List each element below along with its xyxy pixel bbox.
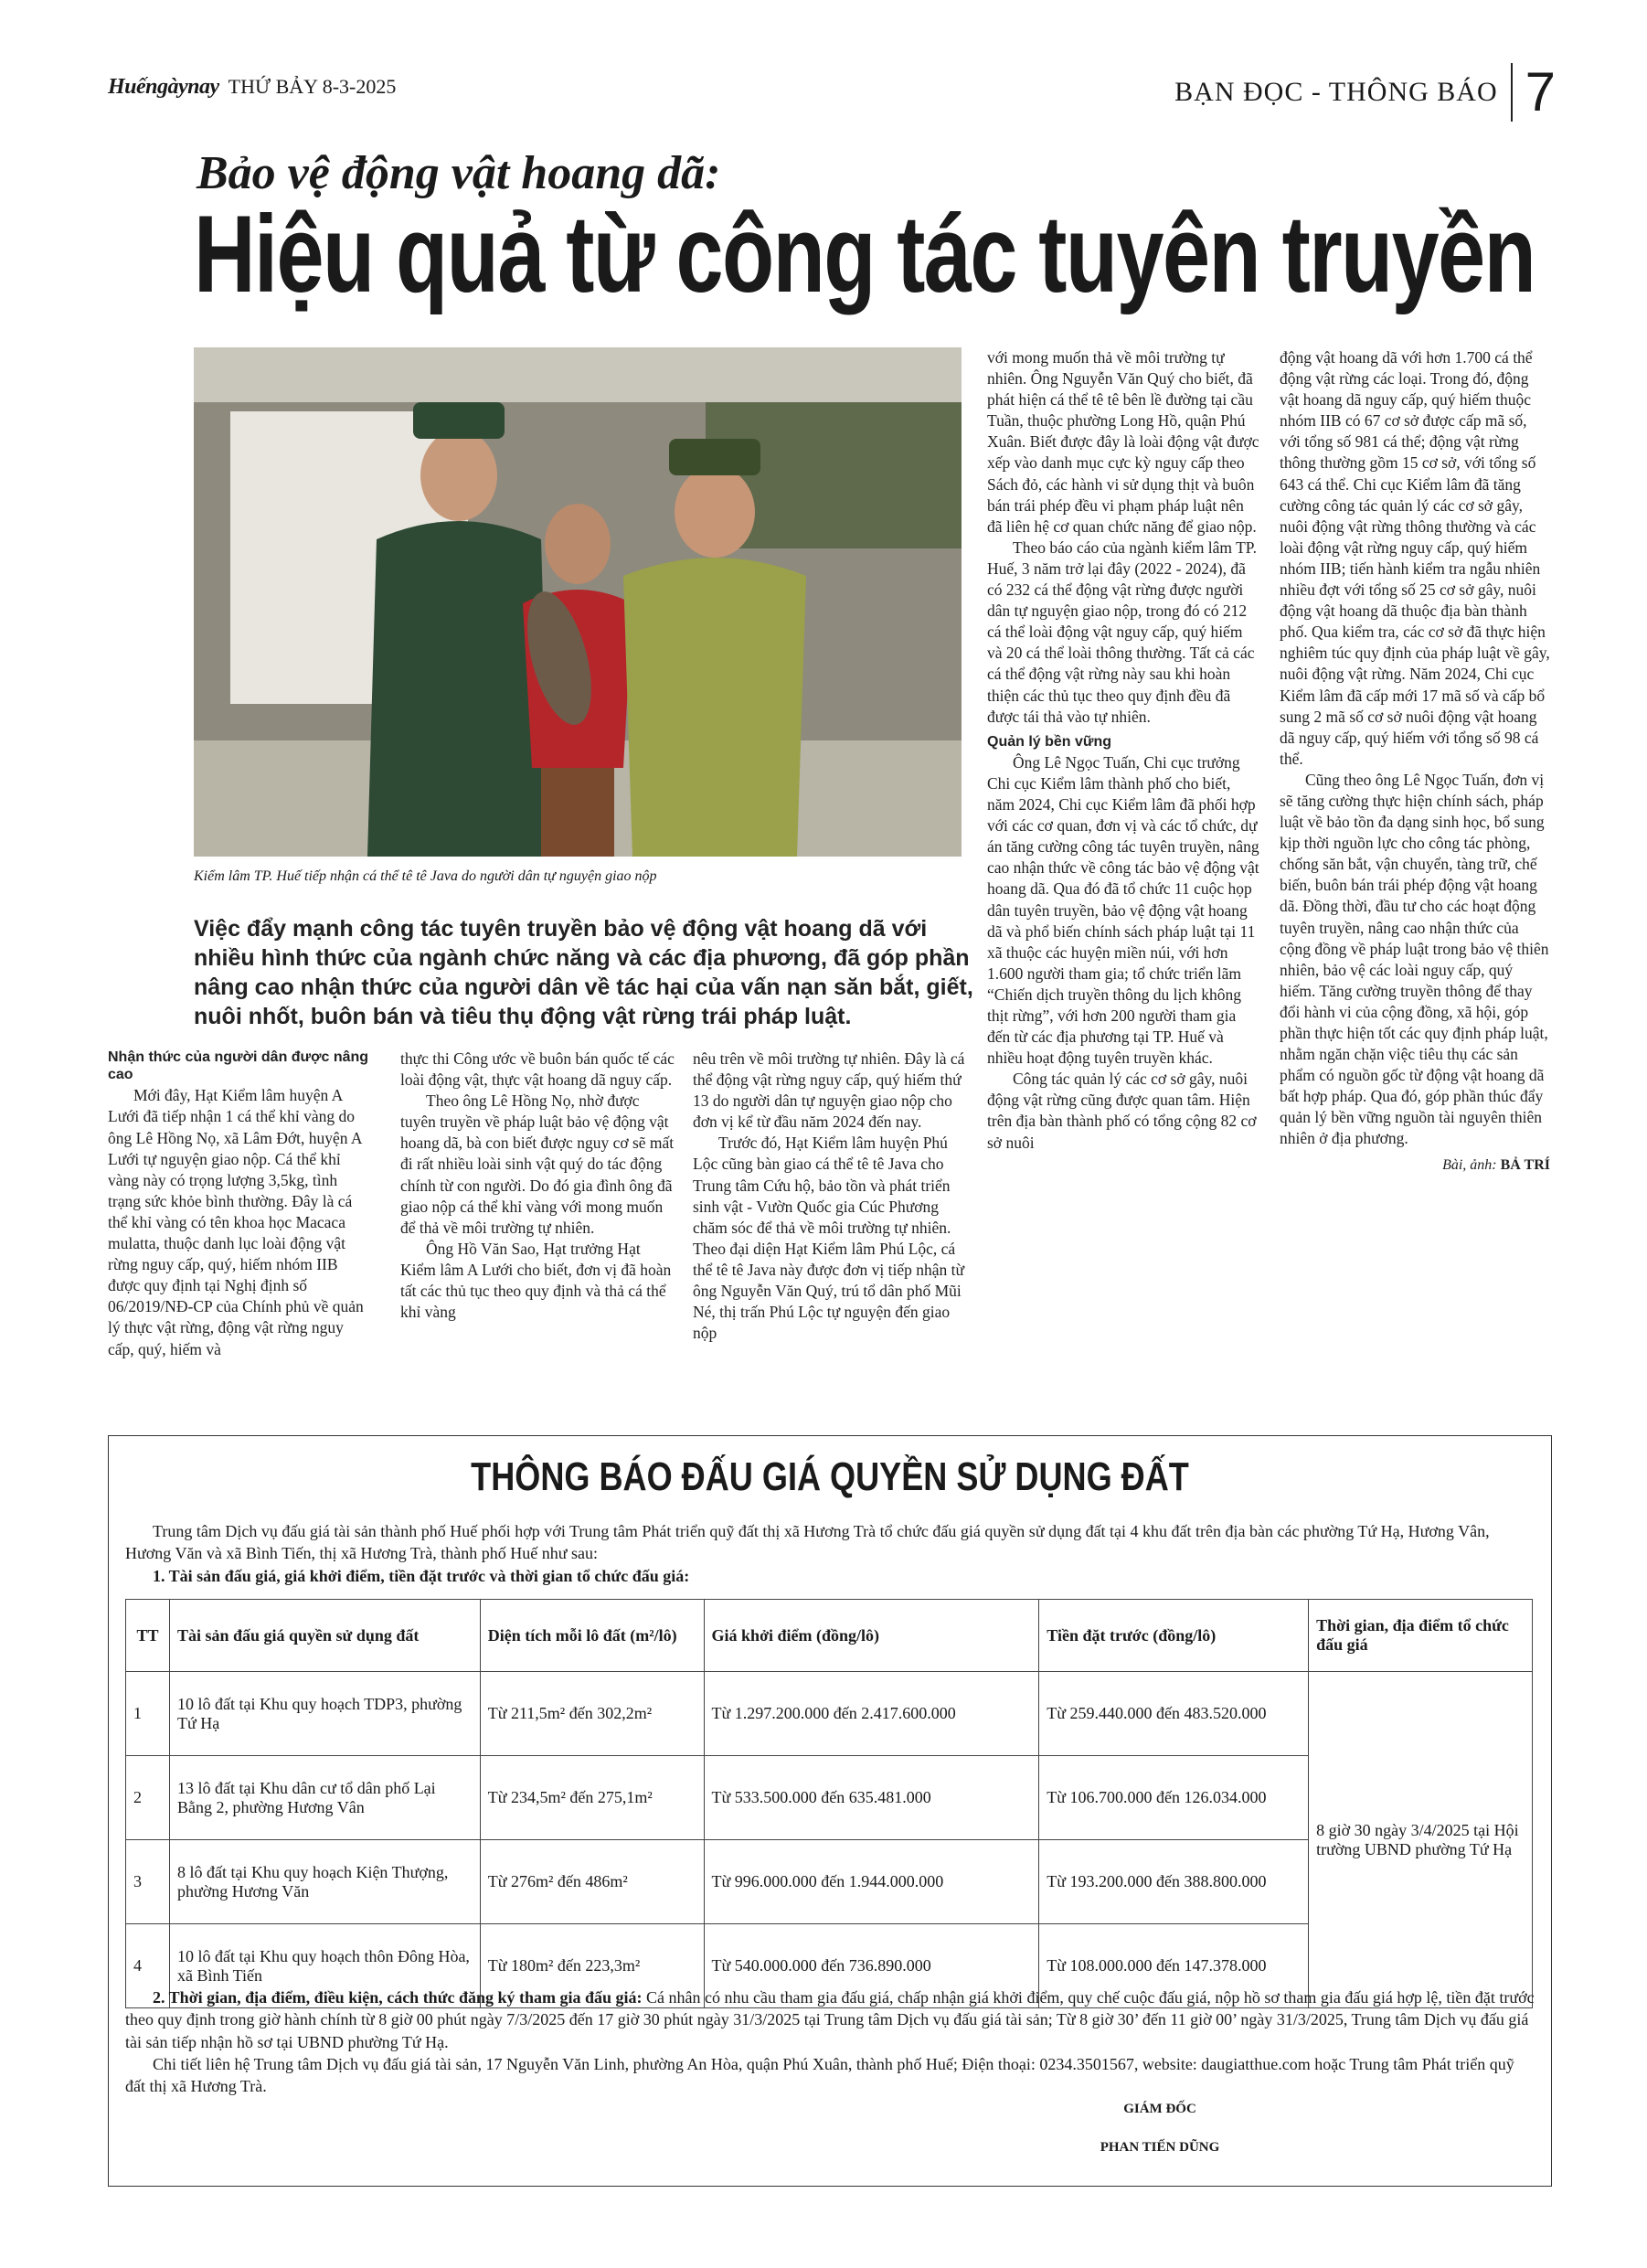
article-kicker: Bảo vệ động vật hoang dã:: [197, 147, 721, 199]
paragraph: Ông Lê Ngọc Tuấn, Chi cục trưởng Chi cục Kiểm lâm thành phố cho biết, năm 2024, Chi cục Kiểm lâm đã phối hợp với các cơ quan, đơn vị và các tổ chức, dự án tăng cường công tác tuyên truyền, nâng cao nhận thức về công tác bảo vệ động vật hoang dã. Qua đó đã tổ chức 11 cuộc họp dân tuyên truyền, bảo vệ động vật hoang dã và phổ biến chính sách pháp luật tại 11 xã thuộc các huyện miền núi, với hơn 1.600 người tham gia; tổ chức triển lãm “Chiến dịch truyền thông du lịch không thịt rừng”, với hơn 200 người tham gia đến từ các địa phương tại TP. Huế và nhiều hoạt động tuyên truyền khác.: [987, 752, 1259, 1068]
cell-tt: 1: [126, 1672, 170, 1756]
paragraph: Ông Hồ Văn Sao, Hạt trưởng Hạt Kiểm lâm A Lưới cho biết, đơn vị đã hoàn tất các thủ tục theo quy định và thả cá thể khỉ vàng: [400, 1239, 672, 1322]
paragraph: nêu trên về môi trường tự nhiên. Đây là cá thể động vật rừng nguy cấp, quý hiếm thứ 13 do người dân tự nguyện giao nộp cho đơn vị kể từ đầu năm 2024 đến nay.: [693, 1049, 965, 1132]
col-header-price: Giá khởi điểm (đồng/lô): [704, 1600, 1039, 1672]
cell-area: Từ 211,5m² đến 302,2m²: [480, 1672, 704, 1756]
cell-area: Từ 234,5m² đến 275,1m²: [480, 1756, 704, 1840]
cell-time-place: 8 giờ 30 ngày 3/4/2025 tại Hội trường UBND phường Tứ Hạ: [1309, 1672, 1533, 2008]
article-column-1: [108, 1049, 371, 1360]
cell-tt: 2: [126, 1756, 170, 1840]
header-divider: [1511, 63, 1513, 122]
cell-deposit: Từ 193.200.000 đến 388.800.000: [1039, 1840, 1309, 1924]
paragraph: Theo báo cáo của ngành kiểm lâm TP. Huế, 3 năm trở lại đây (2022 - 2024), đã có 232 cá thể động vật rừng được người dân tự nguyện giao nộp, trong đó có 212 cá thể loài động vật nguy cấp, quý hiếm và 20 cá thể loài thông thường. Tất cả các cá thể động vật rừng này sau khi hoàn thiện các thủ tục theo quy định đều đã được tái thả vào tự nhiên.: [987, 538, 1257, 726]
page-header-right: [1174, 60, 1556, 123]
signer-title: GIÁM ĐỐC: [1123, 2102, 1196, 2116]
notice-intro-block: [125, 1520, 1535, 1587]
page-header-left: [108, 75, 396, 100]
cell-asset: 13 lô đất tại Khu dân cư tổ dân phố Lại Bằng 2, phường Hương Vân: [169, 1756, 480, 1840]
table-header-row: [126, 1600, 1533, 1672]
cell-price: Từ 1.297.200.000 đến 2.417.600.000: [704, 1672, 1039, 1756]
byline-author: BẢ TRÍ: [1500, 1156, 1550, 1173]
auction-notice: [108, 1435, 1552, 2187]
col-header-time-place: Thời gian, địa điểm tổ chức đấu giá: [1309, 1600, 1533, 1672]
cell-deposit: Từ 106.700.000 đến 126.034.000: [1039, 1756, 1309, 1840]
cell-price: Từ 996.000.000 đến 1.944.000.000: [704, 1840, 1039, 1924]
subhead-sustainable: Quản lý bền vững: [987, 733, 1112, 750]
auction-table: [125, 1599, 1533, 2008]
col-header-asset: Tài sản đấu giá quyền sử dụng đất: [169, 1600, 480, 1672]
cell-asset: 10 lô đất tại Khu quy hoạch TDP3, phường Tứ Hạ: [169, 1672, 480, 1756]
cell-area: Từ 180m² đến 223,3m²: [480, 1924, 704, 2008]
cell-asset: 8 lô đất tại Khu quy hoạch Kiện Thượng, phường Hương Văn: [169, 1840, 480, 1924]
byline: Bài, ảnh: BẢ TRÍ: [1442, 1156, 1550, 1173]
notice-section-2: 2. Thời gian, địa điểm, điều kiện, cách thức đăng ký tham gia đấu giá: Cá nhân có nhu cầu tham gia đấu giá, chấp nhận giá khởi điểm, quy chế cuộc đấu giá, nộp hồ sơ tham gia đấu giá hợp lệ, tiền đặt trước theo quy định trong giờ hành chính từ 8 giờ 00 phút ngày 7/3/2025 đến 17 giờ 30 phút ngày 31/3/2025 tại Trung tâm Dịch vụ đấu giá tài sản; Từ 8 giờ 30’ đến 11 giờ 00’ ngày 31/3/2025, Trung tâm Dịch vụ đấu giá tài sản tiếp nhận hồ sơ tại UBND phường Tứ Hạ.: [125, 1988, 1535, 2051]
notice-contact: Chi tiết liên hệ Trung tâm Dịch vụ đấu giá tài sản, 17 Nguyễn Văn Linh, phường An Hòa, quận Phú Xuân, thành phố Huế; Điện thoại: 0234.3501567, website: daugiatthue.com hoặc Trung tâm Phát triển quỹ đất thị xã Hương Trà.: [125, 2054, 1514, 2096]
masthead-logo: Huếngàynay: [108, 75, 219, 99]
subhead-awareness: Nhận thức của người dân được nâng cao: [108, 1049, 369, 1083]
table-row: [126, 1672, 1533, 1756]
article-column-4: [987, 347, 1261, 1154]
photo-caption: Kiểm lâm TP. Huế tiếp nhận cá thể tê tê Java do người dân tự nguyện giao nộp: [194, 868, 657, 884]
paragraph: Cũng theo ông Lê Ngọc Tuấn, đơn vị sẽ tăng cường thực hiện chính sách, pháp luật về bảo tồn đa dạng sinh học, bổ sung kịp thời nguồn lực cho công tác phòng, chống săn bắt, vận chuyển, tàng trữ, chế biến, buôn bán trái phép động vật hoang dã. Đồng thời, đầu tư cho các hoạt động tuyên truyền, nâng cao nhận thức của cộng đồng về pháp luật trong bảo vệ thiên nhiên, bảo vệ các loài nguy cấp, quý hiếm. Tăng cường truyền thông để thay đổi hành vi của cộng đồng, xã hội, góp phần thực hiện tốt các quy định pháp luật, nhằm ngăn chặn việc tiêu thụ các sản phẩm có nguồn gốc từ động vật hoang dã bất hợp pháp. Qua đó, góp phần thúc đẩy quản lý bền vững nguồn tài nguyên thiên nhiên ở địa phương.: [1280, 770, 1549, 1148]
notice-intro: Trung tâm Dịch vụ đấu giá tài sản thành phố Huế phối hợp với Trung tâm Phát triển quỹ đất thị xã Hương Trà tổ chức đấu giá quyền sử dụng đất tại 4 khu đất trên địa bàn các phường Tứ Hạ, Hương Vân, Hương Văn và xã Bình Tiến, thị xã Hương Trà, thành phố Huế như sau:: [125, 1522, 1490, 1563]
col-header-tt: TT: [126, 1600, 170, 1672]
paragraph: Trước đó, Hạt Kiểm lâm huyện Phú Lộc cũng bàn giao cá thể tê tê Java cho Trung tâm Cứu hộ, bảo tồn và phát triển sinh vật - Vườn Quốc gia Cúc Phương chăm sóc để thả về môi trường tự nhiên. Theo đại diện Hạt Kiểm lâm Phú Lộc, cá thể tê tê Java này được đơn vị tiếp nhận từ ông Nguyễn Văn Quý, trú tổ dân phố Mũi Né, thị trấn Phú Lộc tự nguyện đến giao nộp: [693, 1134, 964, 1343]
paragraph: động vật hoang dã với hơn 1.700 cá thể động vật rừng các loại. Trong đó, động vật hoang dã nguy cấp, quý hiếm thuộc nhóm IIB có 67 cơ sở được cấp mã số, với tổng số 981 cá thể; động vật rừng thông thường gồm 15 cơ sở, với tổng số 643 cá thể. Chi cục Kiểm lâm đã tăng cường công tác quản lý các cơ sở gây, nuôi động vật rừng thông thường và các loài động vật rừng nguy cấp, quý hiếm nhóm IIB; tiến hành kiểm tra ngẫu nhiên nhiều đợt với tổng số 25 cơ sở gây, nuôi động vật hoang dã thuộc địa bàn thành phố. Qua kiểm tra, các cơ sở đã thực hiện nghiêm túc quy định của pháp luật về gây, nuôi động vật rừng. Năm 2024, Chi cục Kiểm lâm đã cấp mới 17 mã số và cấp bổ sung 2 mã số cơ sở nuôi động vật hoang dã nguy cấp, quý hiếm với tổng số 98 cá thể.: [1280, 348, 1550, 768]
col-header-area: Diện tích mỗi lô đất (m²/lô): [480, 1600, 704, 1672]
cell-deposit: Từ 108.000.000 đến 147.378.000: [1039, 1924, 1309, 2008]
paragraph: với mong muốn thả về môi trường tự nhiên. Ông Nguyễn Văn Quý cho biết, đã phát hiện cá thể tê tê bên lề đường tại cầu Tuần, thuộc phường Long Hồ, quận Phú Xuân. Biết được đây là loài động vật được xếp vào danh mục cực kỳ nguy cấp theo Sách đỏ, các hành vi sử dụng thịt và buôn bán trái phép đều vi phạm pháp luật nên đã liên hệ cơ quan chức năng để giao nộp.: [987, 348, 1259, 536]
paragraph: Mới đây, Hạt Kiểm lâm huyện A Lưới đã tiếp nhận 1 cá thể khỉ vàng do ông Lê Hồng Nọ, xã Lâm Đớt, huyện A Lưới tự nguyện giao nộp. Cá thể khỉ vàng này có trọng lượng 3,5kg, tình trạng sức khỏe bình thường. Đây là cá thể khỉ vàng có tên khoa học Macaca mulatta, thuộc danh lục loài động vật rừng nguy cấp, quý, hiếm nhóm IIB được quy định tại Nghị định số 06/2019/NĐ-CP của Chính phủ về quản lý thực vật rừng, động vật rừng nguy cấp, quý, hiếm và: [108, 1086, 364, 1358]
cell-tt: 4: [126, 1924, 170, 2008]
article-column-3: [693, 1049, 967, 1344]
cell-deposit: Từ 259.440.000 đến 483.520.000: [1039, 1672, 1309, 1756]
paragraph: thực thi Công ước về buôn bán quốc tế các loài động vật, thực vật hoang dã nguy cấp.: [400, 1049, 675, 1090]
cell-price: Từ 540.000.000 đến 736.890.000: [704, 1924, 1039, 2008]
section-title: BẠN ĐỌC - THÔNG BÁO: [1174, 76, 1498, 107]
notice-title: THÔNG BÁO ĐẤU GIÁ QUYỀN SỬ DỤNG ĐẤT: [471, 1454, 1189, 1499]
notice-section-2-block: [125, 1986, 1535, 2097]
col-header-deposit: Tiền đặt trước (đồng/lô): [1039, 1600, 1309, 1672]
paragraph: Công tác quản lý các cơ sở gây, nuôi động vật rừng cũng được quan tâm. Hiện trên địa bàn thành phố có tổng cộng 82 cơ sở nuôi: [987, 1070, 1257, 1152]
article-column-5: [1280, 347, 1550, 1175]
photo-illustration: [194, 347, 962, 857]
article-lead: Việc đẩy mạnh công tác tuyên truyền bảo vệ động vật hoang dã với nhiều hình thức của ngành chức năng và các địa phương, đã góp phần nâng cao nhận thức của người dân về tác hại của vấn nạn săn bắt, giết, nuôi nhốt, buôn bán và tiêu thụ động vật rừng trái pháp luật.: [194, 916, 973, 1029]
page-number: 7: [1525, 61, 1556, 122]
article-photo: [194, 347, 962, 857]
signer-name: PHAN TIẾN DŨNG: [1100, 2140, 1220, 2155]
cell-area: Từ 276m² đến 486m²: [480, 1840, 704, 1924]
cell-price: Từ 533.500.000 đến 635.481.000: [704, 1756, 1039, 1840]
article-column-2: [400, 1049, 675, 1323]
article-headline: Hiệu quả từ công tác tuyên truyền: [194, 193, 1535, 315]
cell-tt: 3: [126, 1840, 170, 1924]
cell-asset: 10 lô đất tại Khu quy hoạch thôn Đông Hòa, xã Bình Tiến: [169, 1924, 480, 2008]
issue-date: THỨ BẢY 8-3-2025: [228, 75, 397, 98]
paragraph: Theo ông Lê Hồng Nọ, nhờ được tuyên truyền về pháp luật bảo vệ động vật hoang dã, bà con biết được nguy cơ sẽ mất đi rất nhiều loài sinh vật quý do tác động chính từ con người. Do đó gia đình ông đã giao nộp cá thể khỉ vàng với mong muốn để thả về môi trường tự nhiên.: [400, 1091, 675, 1237]
notice-section-1: 1. Tài sản đấu giá, giá khởi điểm, tiền đặt trước và thời gian tổ chức đấu giá:: [153, 1566, 690, 1585]
